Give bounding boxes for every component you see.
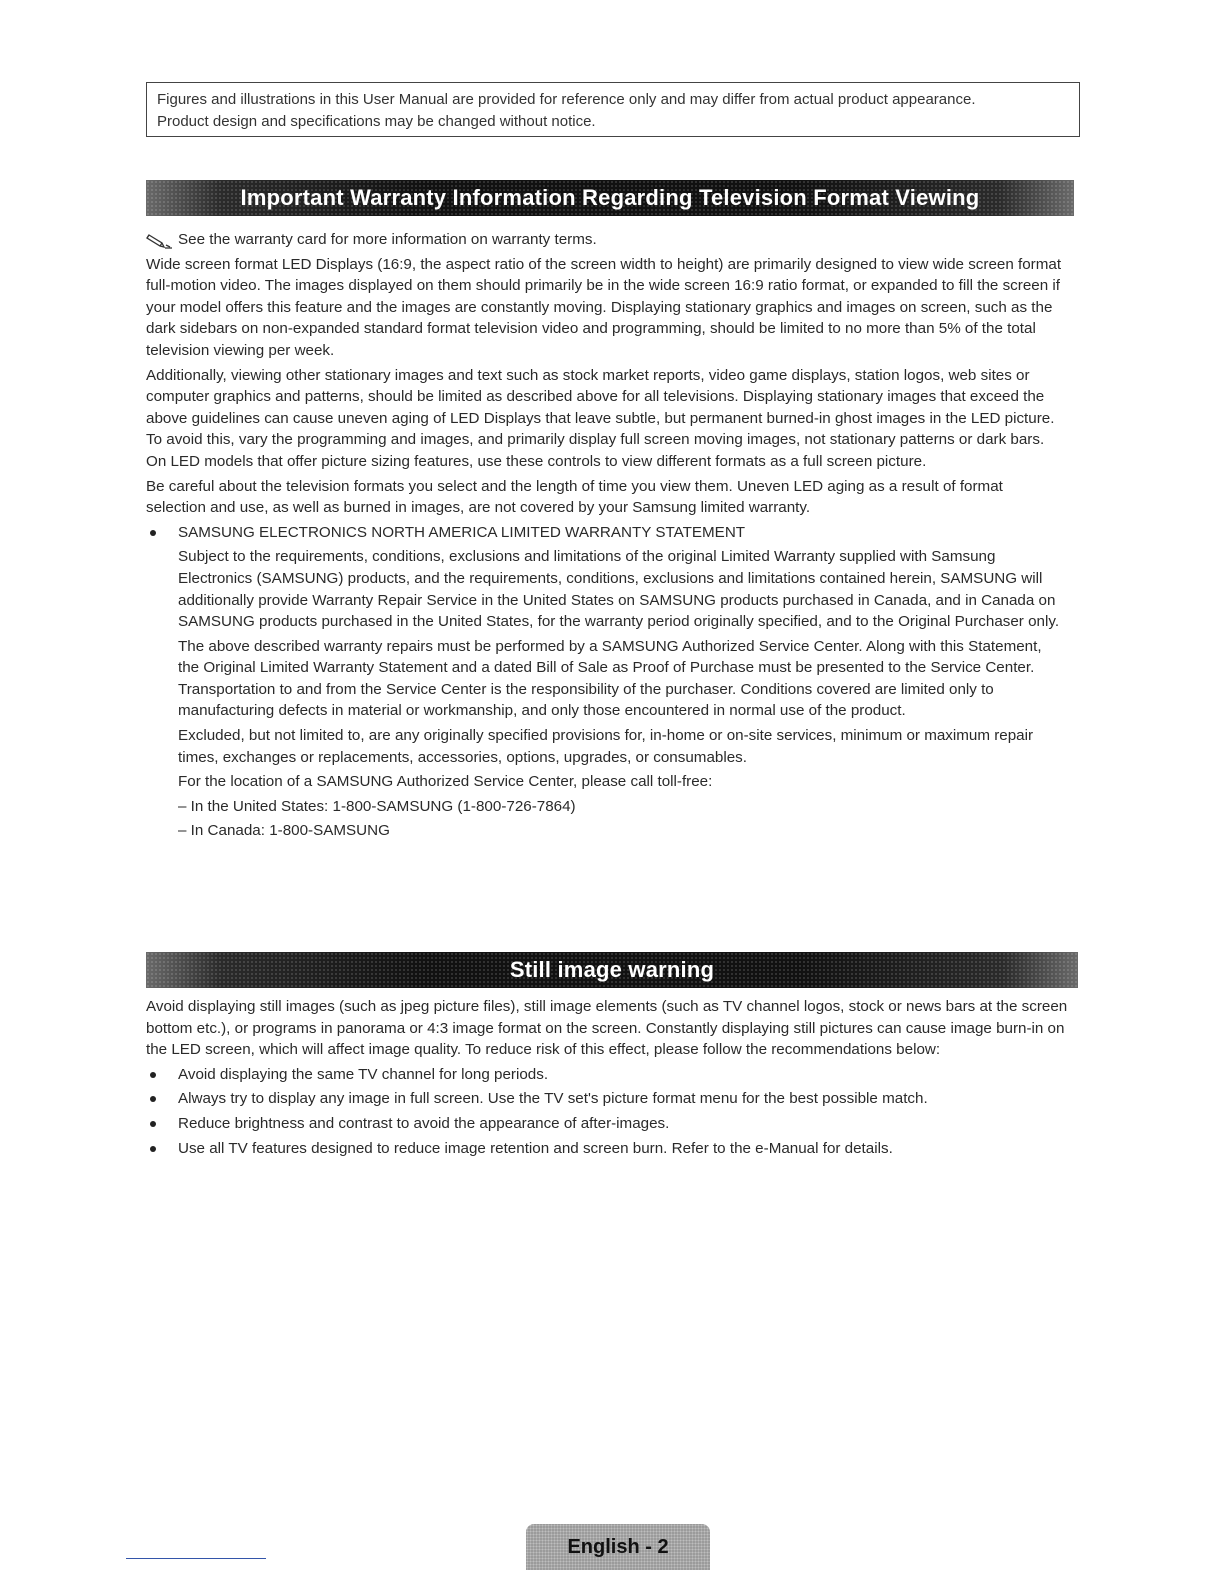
still-image-bullet — [146, 1113, 1068, 1135]
bullet-dot-icon — [150, 1121, 156, 1127]
notice-line-1: Figures and illustrations in this User Manual are provided for reference only and may differ from actual product appearance. — [157, 91, 976, 108]
warranty-section-body — [146, 229, 1064, 845]
still-image-intro: Avoid displaying still images (such as jpeg picture files), still image elements (such as TV channel logos, stock or news bars at the screen bottom etc.), or programs in panorama or 4:3 image format on the screen. Constantly displaying still pictures can cause image burn-in on the LED screen, which will affect image quality. To reduce risk of this effect, please follow the recommendations below: — [146, 998, 1068, 1059]
still-image-bullet — [146, 1138, 1068, 1160]
note-line — [146, 229, 1064, 251]
still-image-bullet-text: Reduce brightness and contrast to avoid the appearance of after-images. — [178, 1114, 670, 1132]
warranty-us-phone: – In the United States: 1-800-SAMSUNG (1-800-726-7864) — [178, 797, 576, 815]
warranty-canada-phone: – In Canada: 1-800-SAMSUNG — [178, 822, 390, 840]
warranty-section-heading: Important Warranty Information Regarding Television Format Viewing — [146, 180, 1074, 216]
note-pencil-icon — [146, 231, 174, 249]
warranty-statement-title: SAMSUNG ELECTRONICS NORTH AMERICA LIMITED WARRANTY STATEMENT — [178, 523, 746, 541]
warranty-sub-paragraph-4: For the location of a SAMSUNG Authorized Service Center, please call toll-free: — [178, 773, 713, 791]
warranty-paragraph-3: Be careful about the television formats you select and the length of time you view them. Uneven LED aging as a result of format selection and use, as well as burned in images, are not covered by your Samsung limited warranty. — [146, 477, 1003, 517]
bullet-dot-icon — [150, 1096, 156, 1102]
warranty-sub-paragraph-1: Subject to the requirements, conditions, exclusions and limitations of the original Limited Warranty supplied with Samsung Electronics (SAMSUNG) products, and the requirements, conditions, exclusions and limitations contained herein, SAMSUNG will additionally provide Warranty Repair Service in the United States on SAMSUNG products purchased in Canada, and in Canada on SAMSUNG products purchased in the United States, for the warranty period originally specified, and to the Original Purchaser only. — [178, 548, 1060, 631]
still-image-section-heading: Still image warning — [146, 952, 1078, 988]
warranty-paragraph-1: Wide screen format LED Displays (16:9, the aspect ratio of the screen width to height) are primarily designed to view wide screen format full-motion video. The images displayed on them should primarily be in the wide screen 16:9 ratio format, or expanded to fill the screen if your model offers this feature and the images are constantly moving. Displaying stationary graphics and images on screen, such as the dark sidebars on non-expanded standard format television video and programming, should be limited to no more than 5% of the total television viewing per week. — [146, 255, 1062, 359]
disclaimer-notice — [146, 82, 1080, 137]
still-image-bullet-text: Avoid displaying the same TV channel for long periods. — [178, 1065, 549, 1083]
warranty-statement-body — [178, 546, 1064, 842]
notice-line-2: Product design and specifications may be changed without notice. — [157, 112, 596, 130]
still-image-section-body — [146, 996, 1068, 1162]
still-image-bullet — [146, 1064, 1068, 1086]
warranty-sub-paragraph-3: Excluded, but not limited to, are any originally specified provisions for, in-home or on-site services, minimum or maximum repair times, exchanges or replacements, accessories, options, upgrades, or consumables. — [178, 727, 1034, 766]
bullet-dot-icon — [150, 530, 156, 536]
warranty-paragraph-2: Additionally, viewing other stationary images and text such as stock market reports, video game displays, station logos, web sites or computer graphics and patterns, should be limited as described above for all televisions. Displaying stationary images that exceed the above guidelines can cause uneven aging of LED Displays that leave subtle, but permanent burned-in ghost images in the LED picture. To avoid this, vary the programming and images, and primarily display full screen moving images, not stationary patterns or dark bars. On LED models that offer picture sizing features, use these controls to view different formats as a full screen picture. — [146, 366, 1055, 470]
still-image-bullet — [146, 1088, 1068, 1110]
warranty-note-text: See the warranty card for more information on warranty terms. — [178, 231, 597, 248]
bullet-dot-icon — [150, 1072, 156, 1078]
still-image-bullet-text: Always try to display any image in full screen. Use the TV set's picture format menu for the best possible match. — [178, 1090, 928, 1108]
warranty-sub-paragraph-2: The above described warranty repairs must be performed by a SAMSUNG Authorized Service Center. Along with this Statement, the Original Limited Warranty Statement and a dated Bill of Sale as Proof of Purchase must be presented to the Service Center. Transportation to and from the Service Center is the responsibility of the purchaser. Conditions covered are limited only to manufacturing defects in material or workmanship, and only those encountered in normal use of the product. — [178, 637, 1042, 720]
warranty-statement-bullet — [146, 522, 1064, 544]
page-number-tab: English - 2 — [526, 1524, 710, 1570]
footer-divider — [126, 1558, 266, 1559]
bullet-dot-icon — [150, 1146, 156, 1152]
still-image-bullet-text: Use all TV features designed to reduce image retention and screen burn. Refer to the e-Manual for details. — [178, 1139, 893, 1157]
